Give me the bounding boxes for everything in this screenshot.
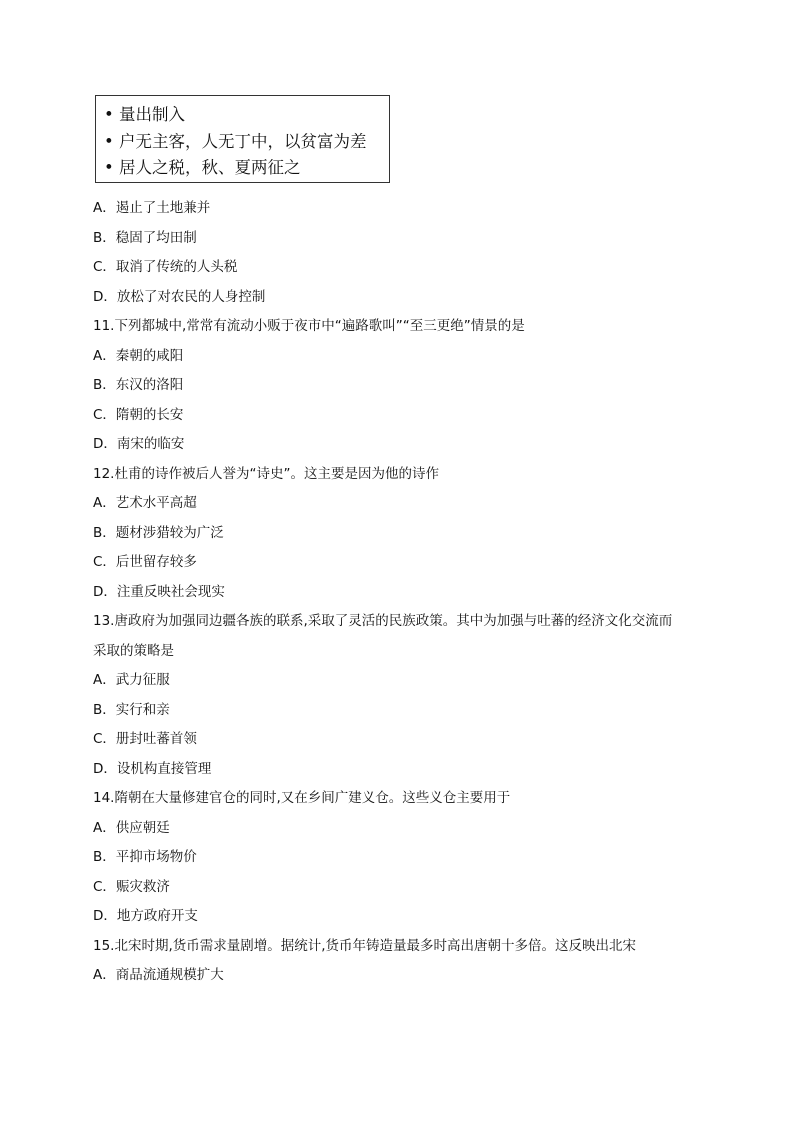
q15-stem: 15.北宋时期,货币需求量剧增。据统计,货币年铸造量最多时高出唐朝十多倍。这反映出北宋 [93,937,637,954]
q12-stem: 12.杜甫的诗作被后人誉为“诗史”。这主要是因为他的诗作 [93,465,439,482]
q11-option-a: A．秦朝的咸阳 [93,347,184,364]
q12-option-d: D．注重反映社会现实 [93,583,225,600]
q14-option-a: A．供应朝廷 [93,819,170,836]
quote-box [95,95,390,183]
q15-option-a: A．商品流通规模扩大 [93,967,224,983]
q14-stem: 14.隋朝在大量修建官仓的同时,又在乡间广建义仓。这些义仓主要用于 [93,790,511,806]
quote-line: • 户无主客，人无丁中，以贫富为差 [104,131,367,151]
q12-option-c: C．后世留存较多 [93,554,197,570]
question-list [93,198,713,995]
q14-option-b: B．平抑市场物价 [93,849,197,865]
q11-option-b: B．东汉的洛阳 [93,377,184,393]
q10-option-b: B．稳固了均田制 [93,229,197,246]
q13-stem: 13.唐政府为加强同边疆各族的联系,采取了灵活的民族政策。其中为加强与吐蕃的经济文化交流而 [93,613,673,629]
q13-stem-cont: 采取的策略是 [93,642,174,659]
q12-option-a: A．艺术水平高超 [93,495,197,511]
q13-option-b: B．实行和亲 [93,701,170,718]
q10-option-c: C．取消了传统的人头税 [93,259,238,275]
q11-option-d: D．南宋的临安 [93,436,185,452]
quote-line: • 量出制入 [104,105,185,124]
q10-option-a: A．遏止了土地兼并 [93,200,211,216]
q14-option-d: D．地方政府开支 [93,908,198,924]
q12-option-b: B．题材涉猎较为广泛 [93,524,224,541]
q13-option-a: A．武力征服 [93,672,170,688]
q13-option-d: D．设机构直接管理 [93,760,212,777]
q11-option-c: C．隋朝的长安 [93,406,184,423]
q14-option-c: C．赈灾救济 [93,878,170,895]
q11-stem: 11.下列都城中,常常有流动小贩于夜市中“遍路歌叫”“至三更绝”情景的是 [93,318,525,334]
q13-option-c: C．册封吐蕃首领 [93,731,197,747]
quote-line: • 居人之税，秋、夏两征之 [104,158,301,177]
q10-option-d: D．放松了对农民的人身控制 [93,288,266,305]
